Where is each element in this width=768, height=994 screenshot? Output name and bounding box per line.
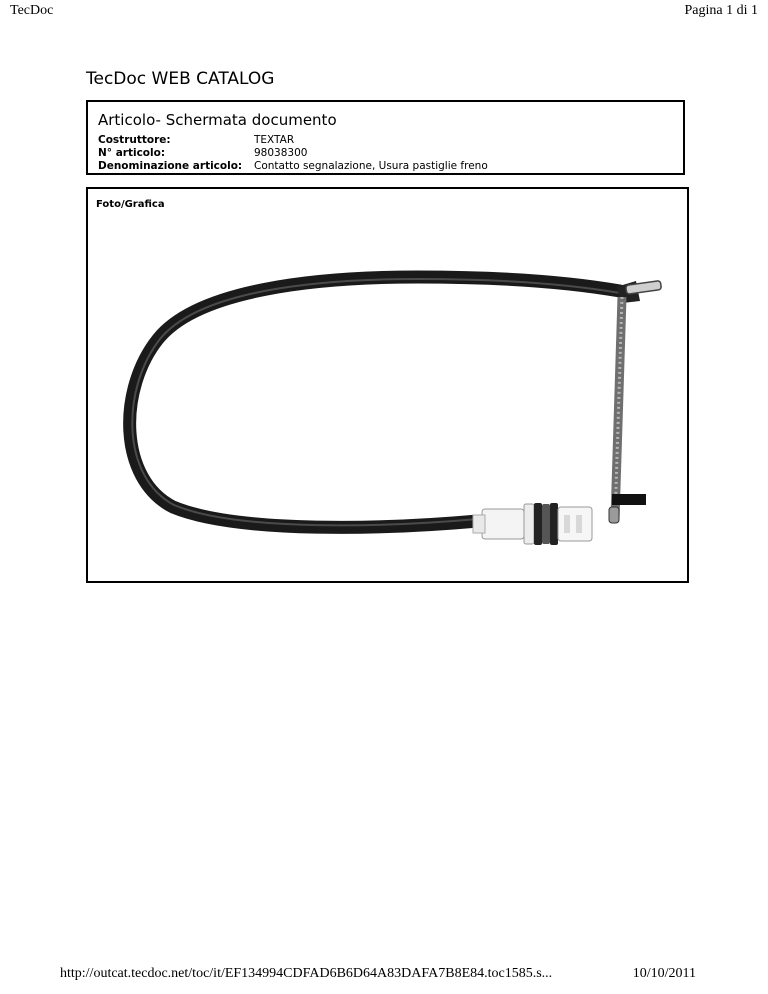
detail-row-article-number	[98, 147, 488, 160]
detail-label: Denominazione articolo:	[98, 160, 243, 172]
detail-label: N° articolo:	[98, 147, 166, 159]
print-header-page: Pagina 1 di 1	[684, 3, 758, 18]
detail-row-manufacturer	[98, 134, 488, 147]
print-footer-url: http://outcat.tecdoc.net/toc/it/EF134994CDFAD6B6D64A83DAFA7B8E84.toc1585.s...	[60, 966, 553, 981]
document-title: Articolo- Schermata documento	[98, 111, 337, 129]
print-header-title: TecDoc	[10, 3, 54, 18]
print-footer-date: 10/10/2011	[632, 966, 696, 981]
detail-label: Costruttore:	[98, 134, 171, 146]
photo-label: Foto/Grafica	[96, 199, 165, 210]
detail-row-article-name	[98, 160, 488, 173]
article-details	[98, 134, 488, 173]
detail-value: Contatto segnalazione, Usura pastiglie freno	[254, 160, 488, 172]
detail-value: TEXTAR	[254, 134, 295, 146]
detail-value: 98038300	[254, 147, 308, 159]
catalog-title: TecDoc WEB CATALOG	[86, 69, 275, 89]
photo-graphic-box	[86, 187, 689, 583]
brake-pad-wear-sensor-image	[88, 189, 687, 581]
article-document-box	[86, 100, 685, 175]
